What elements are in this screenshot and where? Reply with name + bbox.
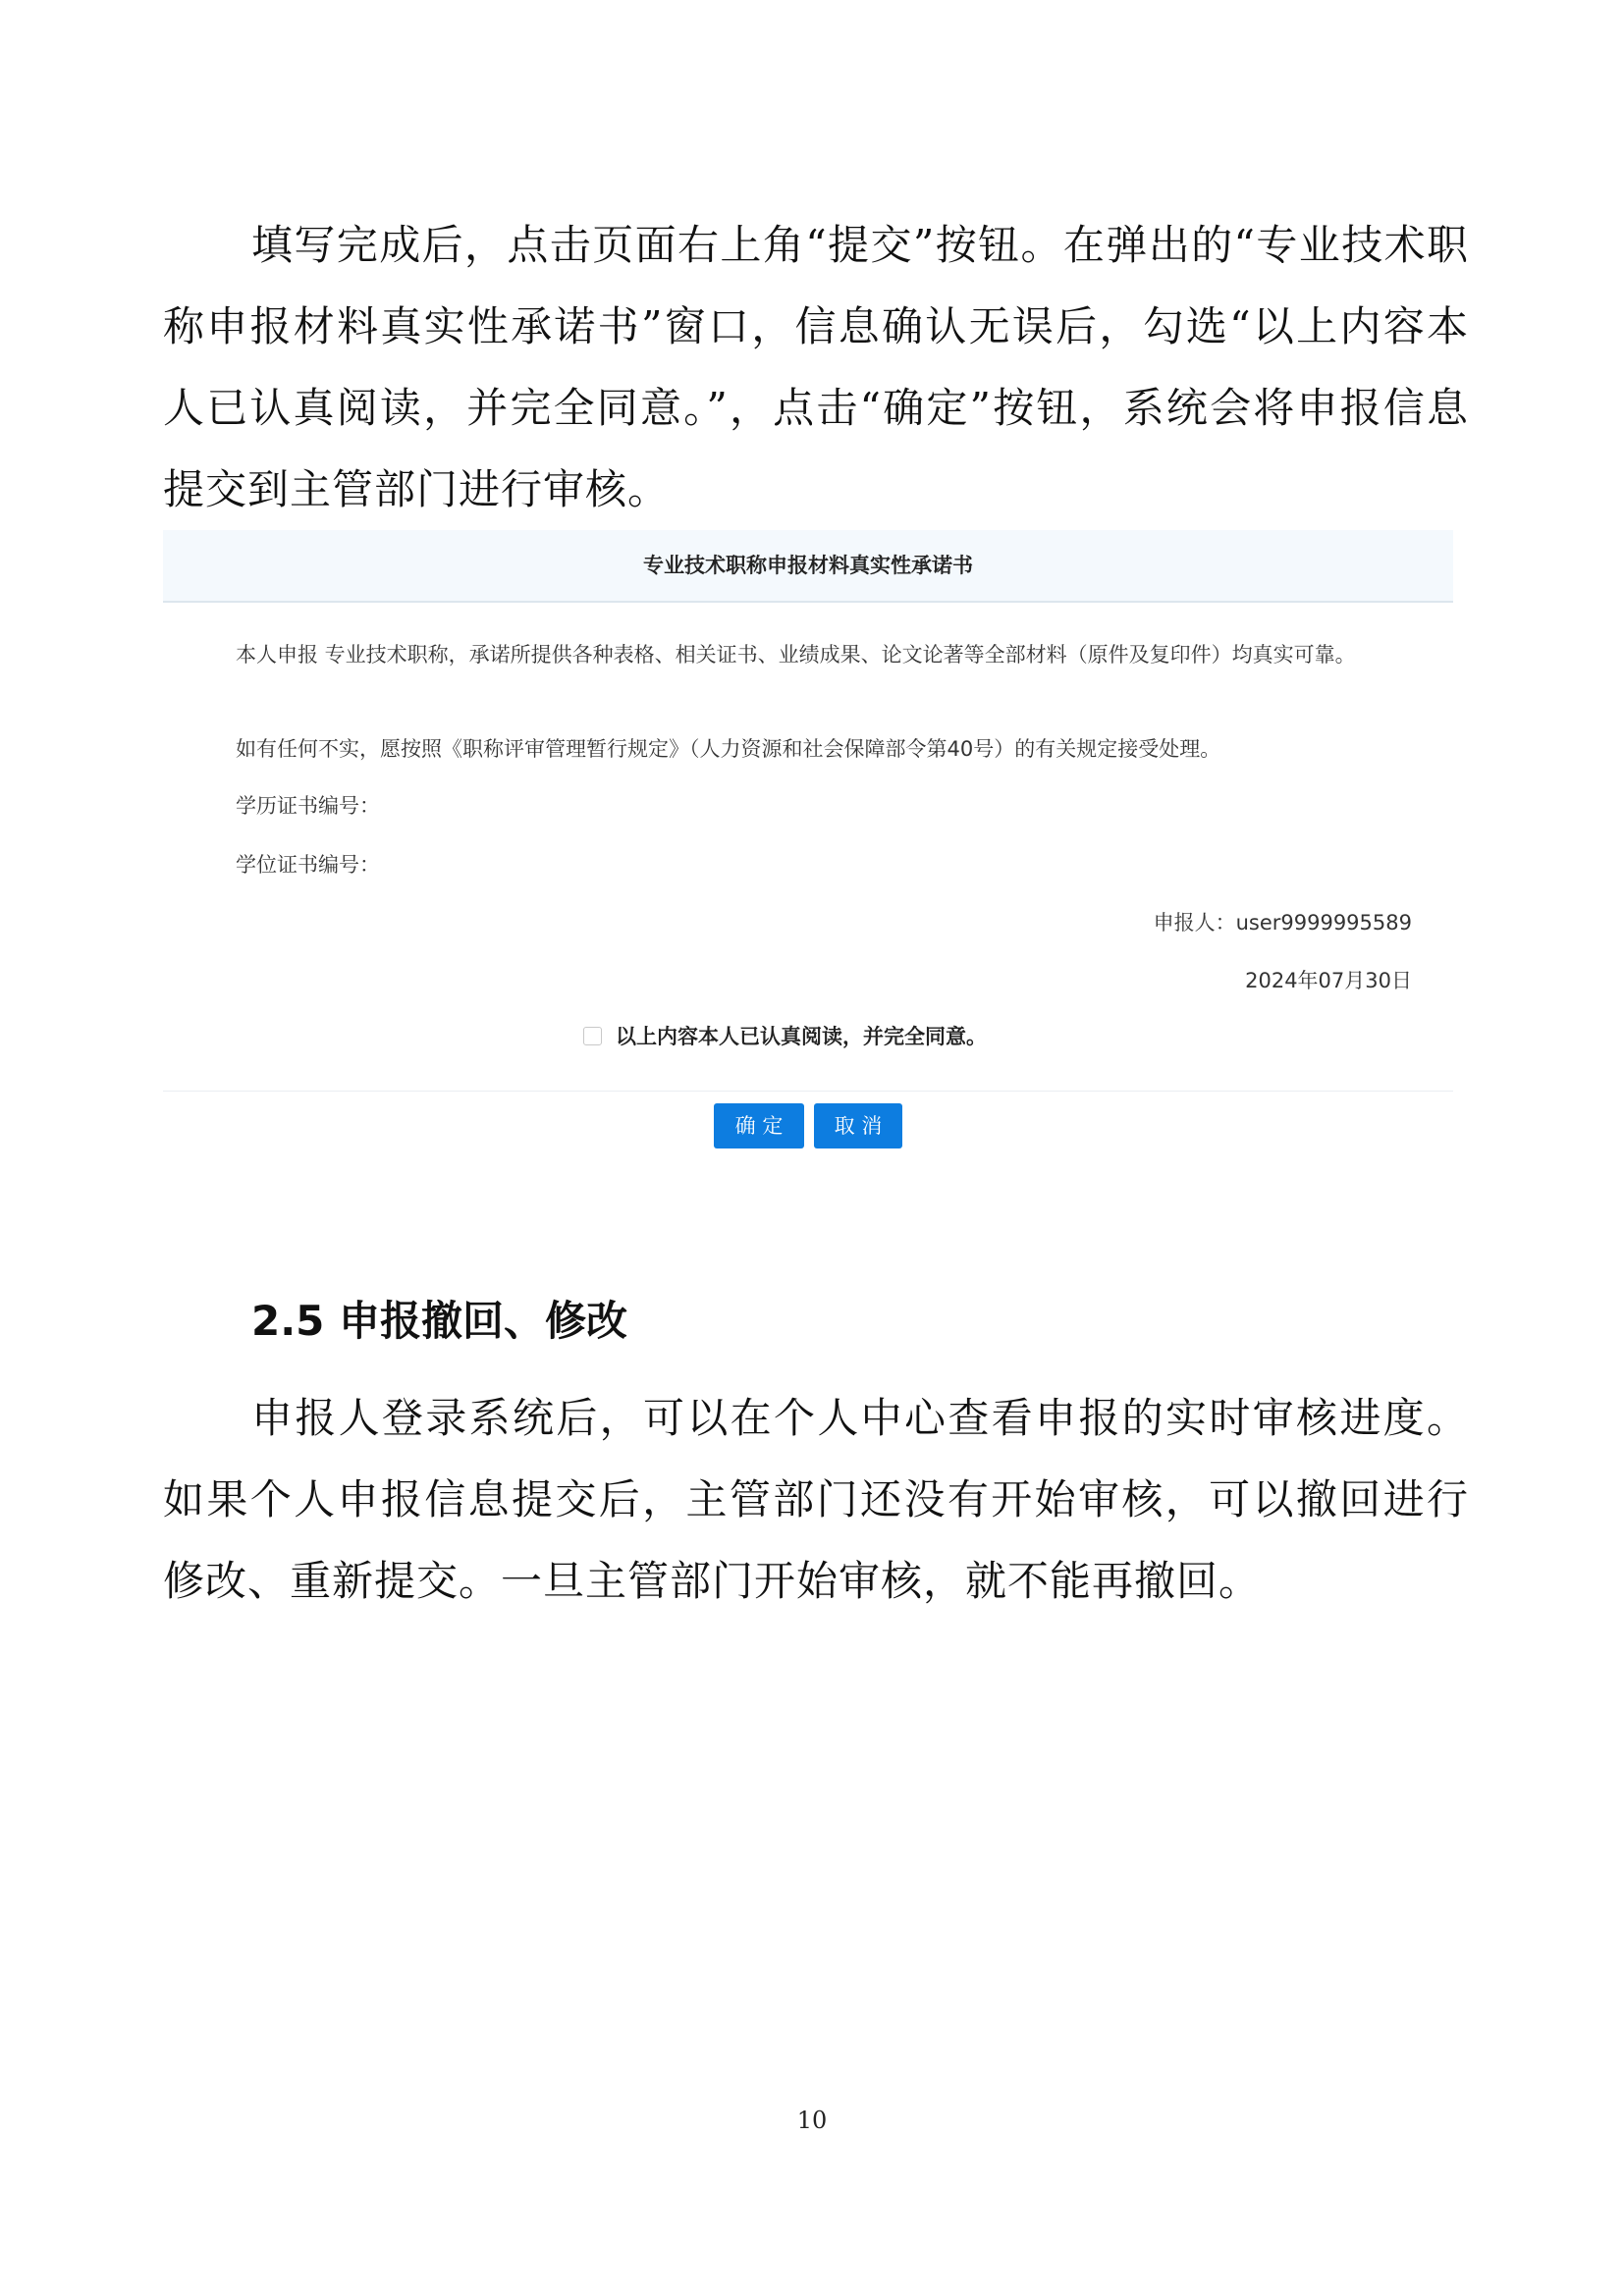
applicant-name: 申报人：user9999995589 bbox=[1153, 911, 1412, 934]
commitment-text: 本人申报 专业技术职称，承诺所提供各种表格、相关证书、业绩成果、论文论著等全部材料（原件及复印件）均真实可靠。 bbox=[236, 643, 1356, 667]
commitment-dialog-screenshot bbox=[163, 530, 1453, 1158]
agree-row[interactable] bbox=[583, 1021, 987, 1050]
agree-label[interactable]: 以上内容本人已认真阅读，并完全同意。 bbox=[616, 1025, 987, 1048]
regulation-text: 如有任何不实，愿按照《职称评审管理暂行规定》（人力资源和社会保障部令第40号）的有关规定接受处理。 bbox=[236, 737, 1221, 761]
section-heading: 2.5 申报撤回、修改 bbox=[251, 1297, 628, 1345]
cancel-button[interactable]: 取 消 bbox=[814, 1103, 902, 1148]
dialog-title: 专业技术职称申报材料真实性承诺书 bbox=[163, 530, 1453, 603]
page-number: 10 bbox=[796, 2107, 828, 2134]
agree-checkbox[interactable] bbox=[583, 1027, 602, 1045]
withdraw-paragraph: 申报人登录系统后，可以在个人中心查看申报的实时审核进度。如果个人申报信息提交后，主管部门还没有开始审核，可以撤回进行修改、重新提交。一旦主管部门开始审核，就不能再撤回。 bbox=[163, 1394, 1469, 1605]
sign-date: 2024年07月30日 bbox=[1245, 969, 1412, 992]
diploma-number-label: 学历证书编号： bbox=[236, 794, 380, 818]
degree-number-label: 学位证书编号： bbox=[236, 853, 380, 877]
footer-divider bbox=[163, 1091, 1453, 1092]
confirm-button[interactable]: 确 定 bbox=[714, 1103, 804, 1148]
intro-paragraph: 填写完成后，点击页面右上角“提交”按钮。在弹出的“专业技术职称申报材料真实性承诺书”窗口，信息确认无误后，勾选“以上内容本人已认真阅读，并完全同意。”，点击“确定”按钮，系统会将申报信息提交到主管部门进行审核。 bbox=[163, 221, 1469, 513]
